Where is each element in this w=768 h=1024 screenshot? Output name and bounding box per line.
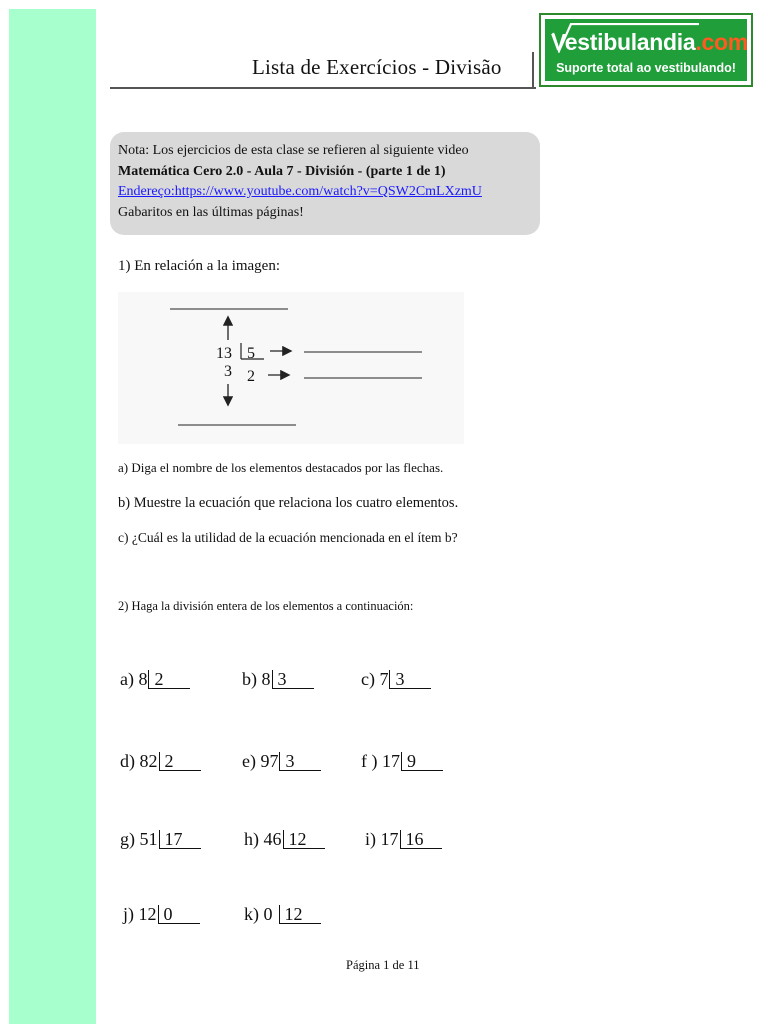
exercise-divisor: 12 [279, 905, 321, 924]
figure-remainder: 3 [224, 363, 232, 380]
exercise-g [120, 829, 201, 850]
exercise-d [120, 751, 201, 772]
exercise-divisor: 2 [148, 670, 190, 689]
exercise-divisor: 12 [283, 830, 325, 849]
note-address [118, 182, 532, 203]
exercise-label: d) 82 [120, 751, 158, 771]
exercise-j [123, 904, 200, 925]
division-figure [118, 292, 464, 444]
exercise-label: e) 97 [242, 751, 279, 771]
exercise-label: h) 46 [244, 829, 282, 849]
exercise-label: f ) 17 [361, 751, 400, 771]
exercise-divisor: 0 [158, 905, 200, 924]
site-logo[interactable] [539, 13, 753, 87]
question-2-prompt: 2) Haga la división entera de los elementos a continuación: [118, 599, 414, 613]
exercise-label: k) 0 [244, 904, 273, 924]
logo-brand [551, 29, 748, 56]
division-diagram [118, 292, 464, 444]
page-number: Página 1 de 11 [346, 958, 420, 972]
question-1-prompt: 1) En relación a la imagen: [118, 258, 281, 274]
video-link[interactable]: https://www.youtube.com/watch?v=QSW2CmLXzmU [174, 184, 482, 199]
figure-quotient: 2 [247, 368, 255, 385]
exercise-divisor: 3 [272, 670, 314, 689]
note-box [110, 132, 540, 235]
page-title: Lista de Exercícios - Divisão [252, 55, 502, 79]
exercise-label: a) 8 [120, 669, 148, 689]
question-1-item-c: c) ¿Cuál es la utilidad de la ecuación mencionada en el ítem b? [118, 530, 458, 545]
exercise-label: g) 51 [120, 829, 158, 849]
exercise-e [242, 751, 321, 772]
exercise-divisor: 9 [401, 752, 443, 771]
exercise-label: c) 7 [361, 669, 389, 689]
question-1-item-b: b) Muestre la ecuación que relaciona los cuatro elementos. [118, 495, 459, 511]
exercise-divisor: 17 [159, 830, 201, 849]
note-line-1: Nota: Los ejercicios de esta clase se refieren al siguiente video [118, 143, 469, 158]
exercise-b [242, 669, 314, 690]
question-1-item-a: a) Diga el nombre de los elementos destacados por las flechas. [118, 460, 444, 475]
exercise-k [244, 904, 321, 925]
exercise-divisor: 3 [279, 752, 321, 771]
figure-dividend: 13 [216, 345, 232, 362]
exercise-divisor: 16 [400, 830, 442, 849]
exercise-divisor: 3 [389, 670, 431, 689]
logo-brand-main: estibulandia [564, 29, 696, 55]
header-divider-tick [532, 52, 534, 87]
exercise-c [361, 669, 431, 690]
exercise-h [244, 829, 325, 850]
exercise-divisor: 2 [159, 752, 201, 771]
note-address-label[interactable]: Endereço: [118, 184, 175, 199]
exercise-label: i) 17 [365, 829, 399, 849]
exercise-label: j) 12 [123, 904, 157, 924]
exercise-i [365, 829, 442, 850]
logo-slogan: Suporte total ao vestibulando! [556, 61, 736, 75]
logo-background [545, 19, 747, 81]
figure-divisor: 5 [247, 345, 255, 362]
exercise-a [120, 669, 190, 690]
exercise-label: b) 8 [242, 669, 271, 689]
note-answers-line: Gabaritos en las últimas páginas! [118, 204, 304, 220]
header-rule [110, 87, 536, 89]
side-color-band [9, 9, 96, 1024]
logo-brand-accent: .com [695, 29, 748, 55]
logo-brand-v: V [551, 29, 565, 55]
note-video-title: Matemática Cero 2.0 - Aula 7 - División - (parte 1 de 1) [118, 163, 446, 179]
exercise-f [361, 751, 443, 772]
